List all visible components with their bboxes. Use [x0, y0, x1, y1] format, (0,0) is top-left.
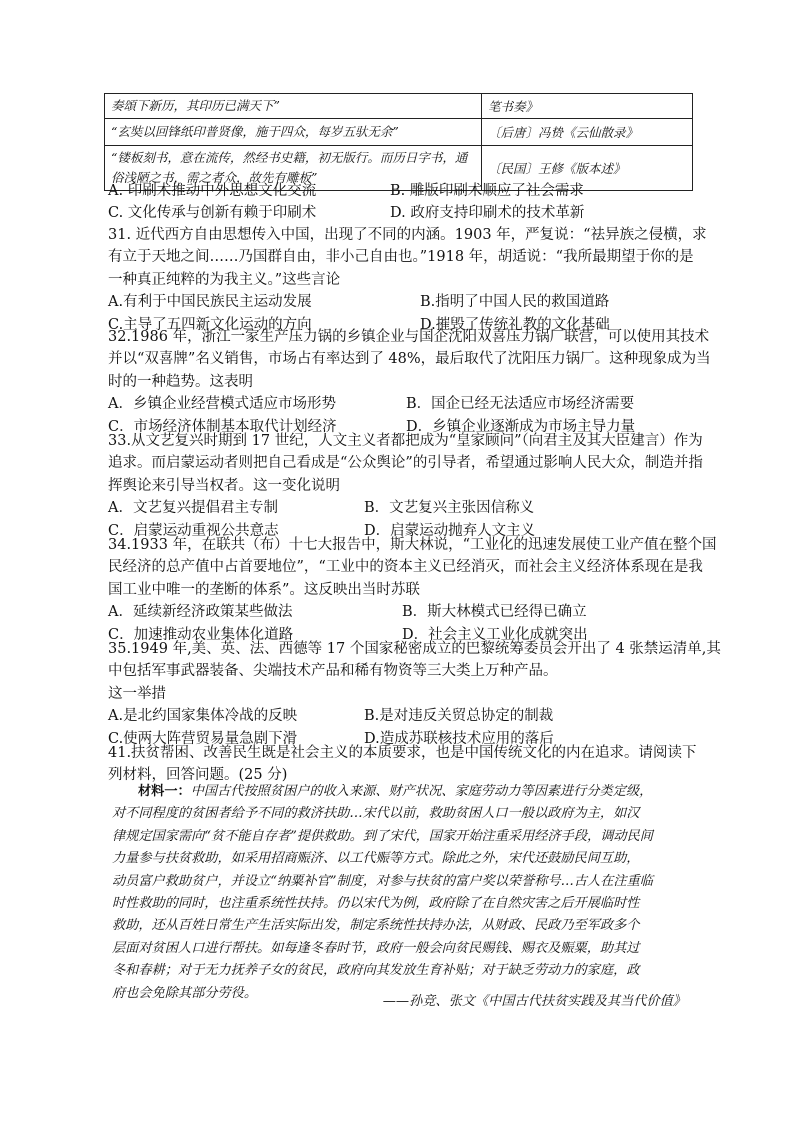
question-stem-line: 31. 近代西方自由思想传入中国，出现了不同的内涵。1903 年，严复说：“祛异族之侵横，求 [108, 227, 707, 243]
option-c[interactable]: C．市场经济体制基本取代计划经济 [108, 418, 337, 435]
material-line: 时性救助的同时，也注重系统性扶持。仍以宋代为例，政府除了在自然灾害之后开展临时性 [112, 895, 640, 911]
option-row [108, 497, 690, 519]
material-label: 材料一： [138, 784, 191, 799]
material-line: 冬和春耕；对于无力抚养子女的贫民，政府向其发放生育补贴；对于缺乏劳动力的家庭，政 [112, 963, 640, 979]
option-b[interactable]: B．斯大林模式已经得已确立 [402, 604, 587, 621]
option-a[interactable]: A.有利于中国民族民主运动发展 [108, 294, 312, 311]
question-33 [108, 430, 703, 542]
option-d[interactable]: D. 政府支持印刷术的技术革新 [390, 205, 585, 222]
question-stem-line: 时的一种趋势。这表明 [108, 373, 253, 390]
option-c[interactable]: C．启蒙运动重视公共意志 [108, 522, 279, 539]
question-stem-line: 追求。而启蒙运动者则把自己看成是“公众舆论”的引导者，希望通过影响人民大众，制造并指 [108, 455, 703, 472]
option-b[interactable]: B．文艺复兴主张因信称义 [364, 500, 535, 517]
material-line [112, 780, 690, 802]
material-text: 中国古代按照贫困户的收入来源、财产状况、家庭劳动力等因素进行分类定级， [190, 784, 653, 799]
material-citation: ——孙竞、张文《中国古代扶贫实践及其当代价值》 [382, 994, 686, 1009]
option-b[interactable]: B. 雕版印刷术顺应了社会需求 [390, 183, 584, 199]
question-stem-line: 中包括军事武器装备、尖端技术产品和稀有物资等三大类上万种产品。 [108, 663, 558, 680]
question-stem-line: 35.1949 年,美、英、法、西德等 17 个国家秘密成立的巴黎统筹委员会开出了 4 张禁运清单,其 [108, 641, 721, 657]
option-c[interactable]: C. 文化传承与创新有赖于印刷术 [108, 205, 317, 222]
option-b[interactable]: B．国企已经无法适应市场经济需要 [406, 396, 635, 413]
option-row [108, 601, 690, 623]
question-stem-line: 34.1933 年，在联共（布）十七大报告中，斯大林说，“工业化的迅速发展使工业产值在整个国 [108, 537, 717, 553]
material-line: 律规定国家需向“贫不能自存者”提供救助。到了宋代，国家开始注重采用经济手段，调动民间 [112, 828, 653, 844]
question-stem-line: 32.1986 年，浙江一家生产压力锅的乡镇企业与国企沈阳双喜压力锅厂联营，可以使用其技术 [108, 329, 710, 345]
option-a[interactable]: A．延续新经济政策某些做法 [108, 604, 293, 621]
option-a[interactable]: A．文艺复兴提倡君主专制 [108, 500, 278, 517]
question-stem-line: 挥舆论来引导当权者。这一变化说明 [108, 477, 340, 494]
option-d[interactable]: D.造成苏联核技术应用的落后 [364, 730, 554, 747]
option-row [108, 291, 690, 313]
question-32 [108, 326, 711, 438]
option-d[interactable]: D.摧毁了传统礼教的文化基础 [420, 316, 610, 333]
table-quote-cell: 奏頌下新历，其印历已满天下” [105, 94, 482, 119]
table-quote-cell: “镂板刻书，意在流传，然经书史籍，初无版行。而历日字书，通俗浅陋之书，需之者众，故先有雕板” [105, 146, 482, 191]
question-stem-line: 民经济的总产值中占首要地位”，“工业中的资本主义已经消灭，而社会主义经济体系现在是我 [108, 559, 703, 576]
question-stem-line: 有立于天地之间……乃国群自由，非小己自由也。”1918 年，胡适说：“我所最期望于你的是 [108, 249, 694, 266]
option-c[interactable]: C．加速推动农业集体化道路 [108, 626, 294, 643]
table-row [105, 119, 693, 146]
question-stem-line: 并以“双喜牌”名义销售，市场占有率达到了 48%，最后取代了沈阳压力锅厂。这种现象成为当 [108, 351, 711, 368]
material-line: 府也会免除其部分劳役。 [112, 985, 258, 1001]
material-line: 力量参与扶贫救助，如采用招商赈济、以工代赈等方式。除此之外，宋代还鼓励民间互助， [112, 851, 640, 867]
material-line: 对不同程度的贫困者给予不同的救济扶助…宋代以前，救助贫困人口一般以政府为主，如汉 [112, 806, 640, 822]
material-one [112, 780, 690, 1004]
option-c[interactable]: C.主导了五四新文化运动的方向 [108, 316, 312, 333]
option-row [108, 202, 690, 224]
question-35 [108, 638, 721, 750]
table-source-cell: 〔后唐〕冯贽《云仙散录》 [482, 119, 693, 146]
source-table [104, 93, 693, 191]
option-row [108, 705, 690, 727]
option-d[interactable]: D．社会主义工业化成就突出 [402, 626, 588, 643]
table-source-cell: 笔书奏》 [482, 94, 693, 119]
question-stem-line: 这一举措 [108, 685, 166, 702]
material-line: 救助，还从百姓日常生产生活实际出发，制定系统性扶持办法，从财政、民政乃至军政多个 [112, 918, 640, 934]
question-30-options [108, 180, 690, 225]
table-quote-cell: “玄奘以回锋纸印普贤像，施于四众，每岁五驮无余” [105, 119, 482, 146]
option-c[interactable]: C.使两大阵营贸易量急剧下滑 [108, 730, 298, 747]
option-d[interactable]: D．启蒙运动抛弃人文主义 [364, 522, 536, 539]
option-row [108, 393, 690, 415]
question-stem-line: 41.扶贫帮困、改善民生既是社会主义的本质要求，也是中国传统文化的内在追求。请阅读下 [108, 745, 697, 761]
option-a[interactable]: A.是北约国家集体冷战的反映 [108, 708, 298, 725]
option-b[interactable]: B.指明了中国人民的救国道路 [420, 294, 610, 311]
question-31 [108, 224, 707, 336]
option-row [108, 180, 690, 202]
material-line: 动员富户救助贫户，并设立“纳粟补官”制度，对参与扶贫的富户奖以荣誉称号…古人在注重临 [112, 873, 653, 889]
option-d[interactable]: D．乡镇企业逐渐成为市场主导力量 [406, 418, 636, 435]
question-stem-line: 列材料，回答问题。(25 分) [108, 767, 288, 784]
question-stem-line: 一种真正纯粹的为我主义。”这些言论 [108, 271, 341, 288]
table-row [105, 94, 693, 119]
material-line: 层面对贫困人口进行帮扶。如每逢冬春时节，政府一般会向贫民赐钱、赐衣及赈粟，助其过 [112, 940, 640, 956]
option-a[interactable]: A．乡镇企业经营模式适应市场形势 [108, 396, 336, 413]
option-b[interactable]: B.是对违反关贸总协定的制裁 [364, 708, 554, 725]
question-34 [108, 534, 717, 646]
table-source-cell: 〔民国〕王修《版本述》 [482, 146, 693, 191]
question-stem-line: 国工业中唯一的垄断的体系”。这反映出当时苏联 [108, 581, 420, 598]
question-stem-line: 33.从文艺复兴时期到 17 世纪，人文主义者都把成为“皇家顾问”（向君主及其大臣建言）作为 [108, 433, 703, 449]
option-a[interactable]: A. 印刷术推动中外思想文化交流 [108, 183, 317, 199]
